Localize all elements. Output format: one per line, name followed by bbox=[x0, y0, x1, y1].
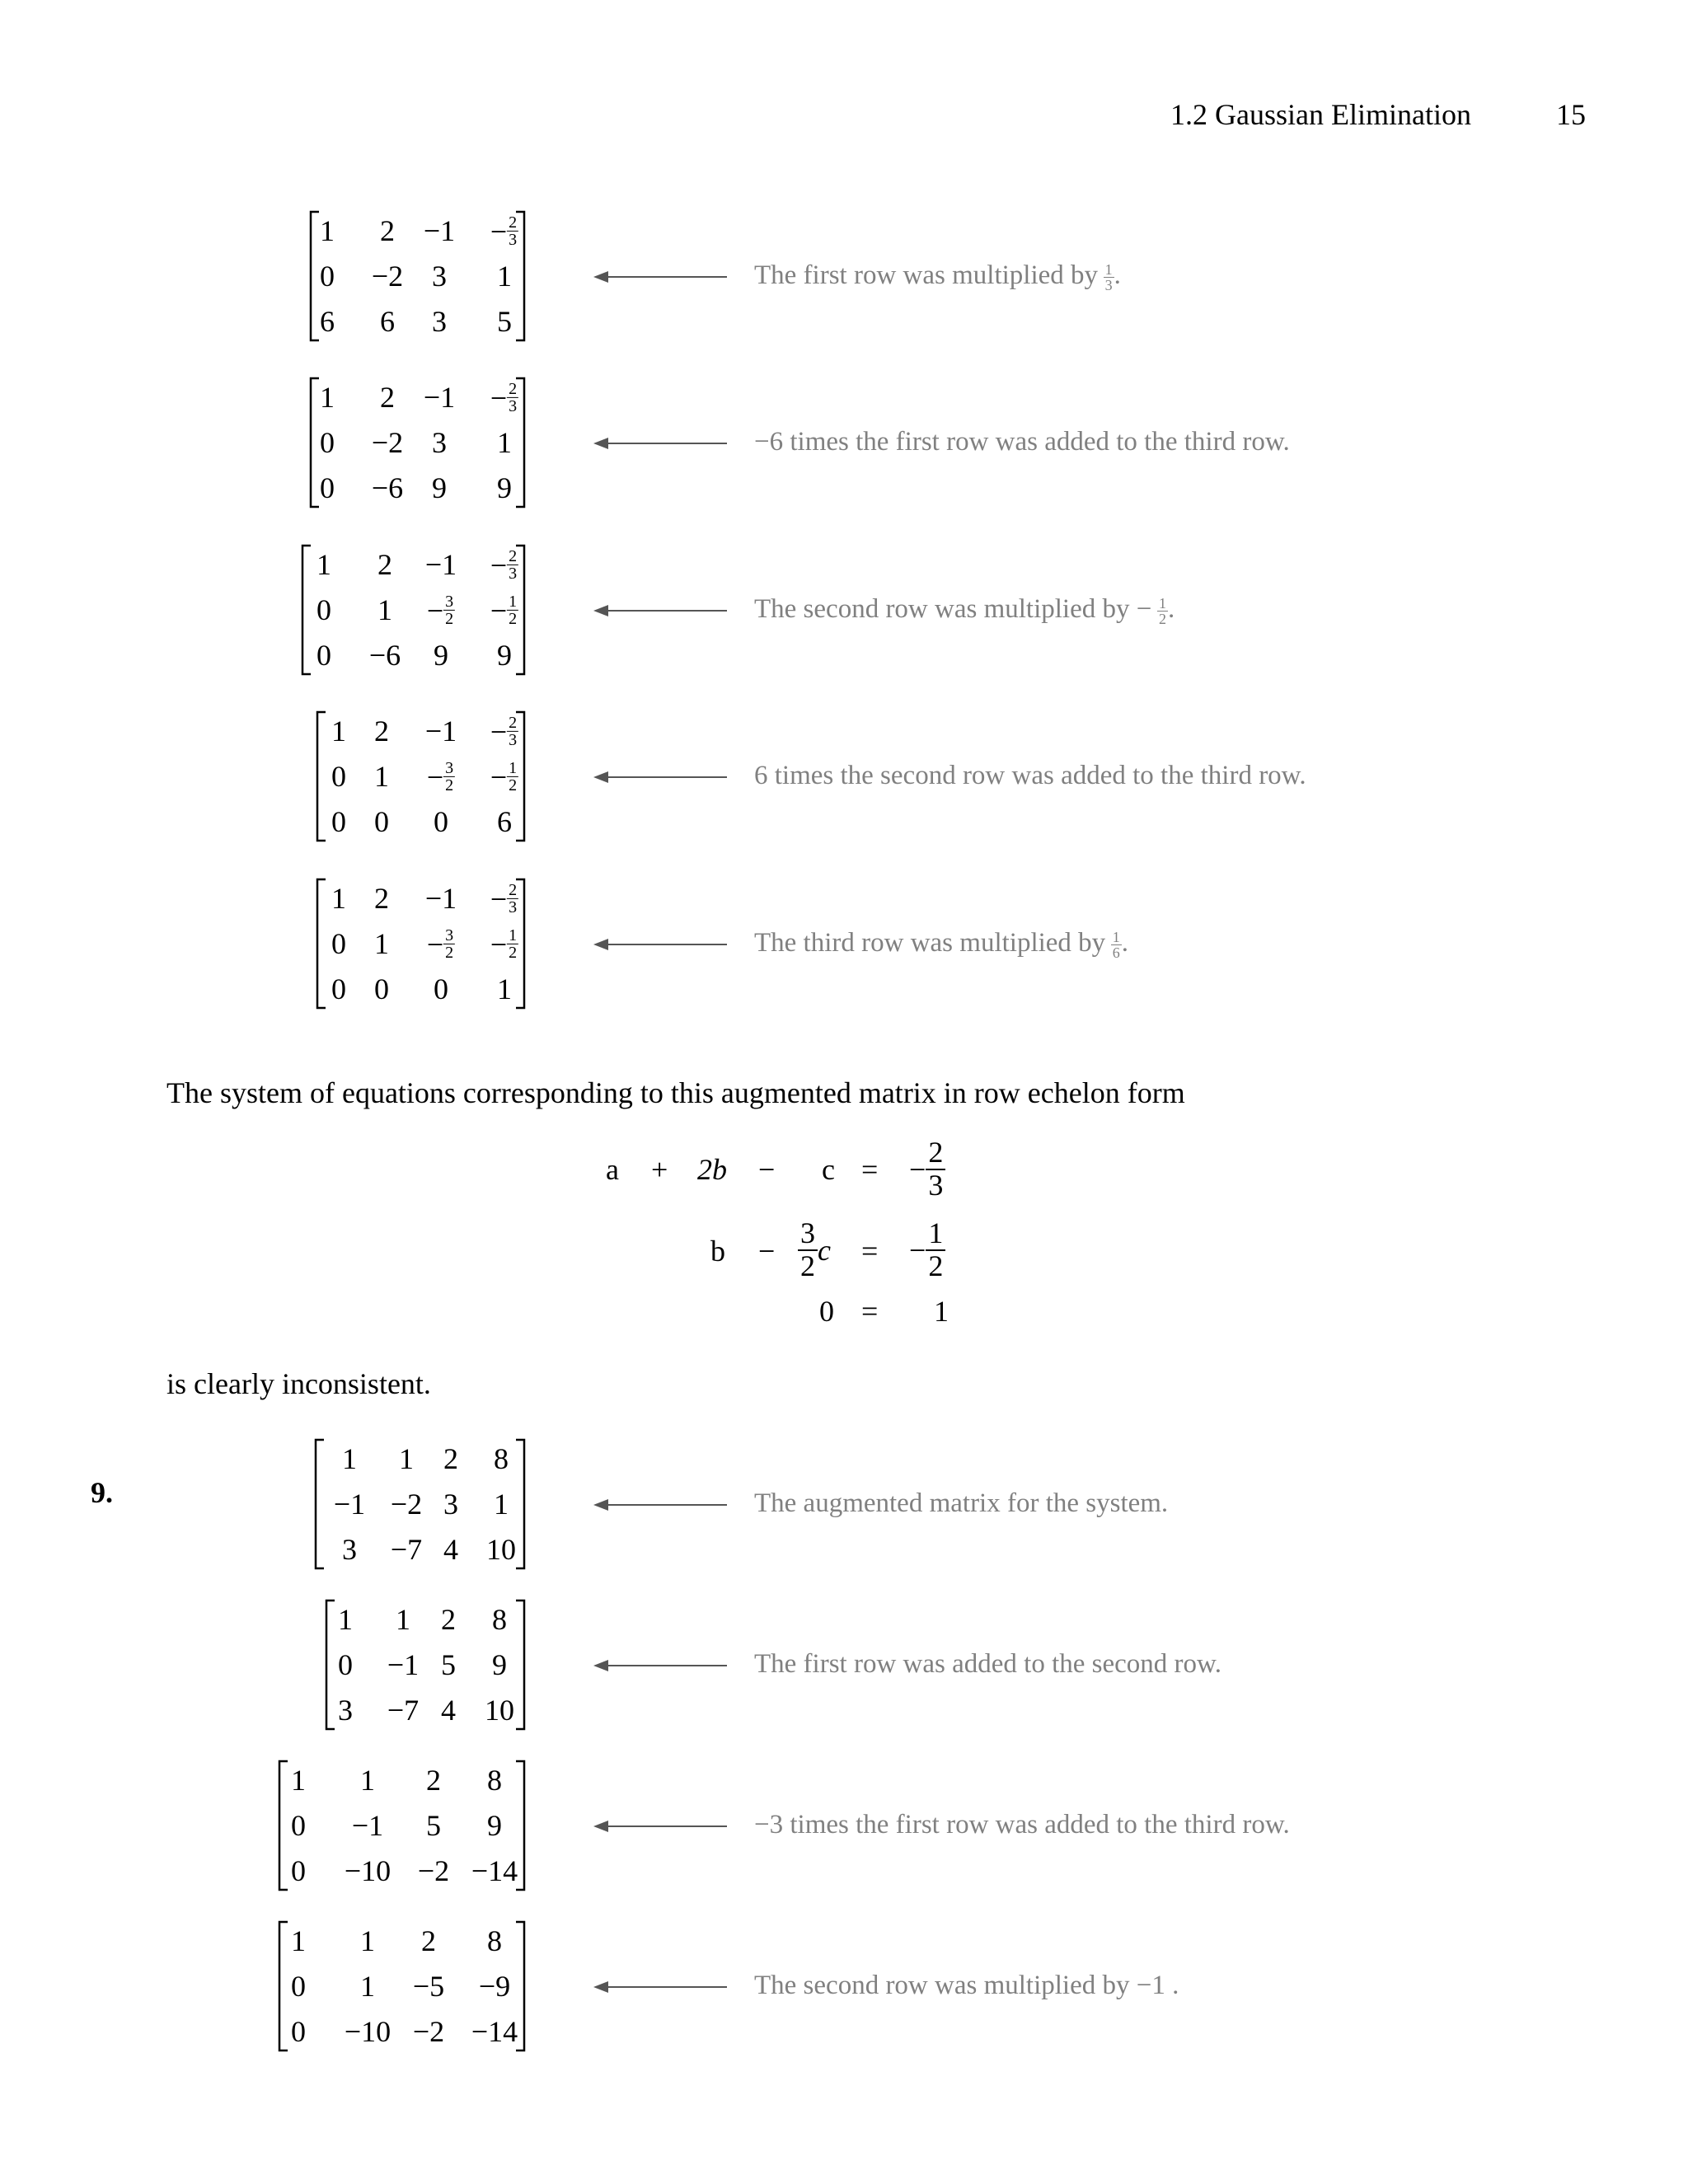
matrix-entry bbox=[427, 926, 455, 961]
left-bracket bbox=[316, 1440, 324, 1568]
matrix-entry bbox=[490, 926, 518, 961]
fraction-denominator: 6 bbox=[1112, 944, 1120, 961]
minus-sign: − bbox=[490, 214, 508, 248]
matrix-entry: 1 bbox=[338, 1603, 353, 1636]
annotation-tail: . bbox=[1167, 594, 1175, 624]
eq1-c: c bbox=[822, 1153, 835, 1186]
fraction-denominator: 3 bbox=[1104, 276, 1113, 293]
annotation-text: The first row was multiplied by bbox=[754, 260, 1099, 290]
page-number: 15 bbox=[1556, 98, 1586, 131]
problem9-step-matrix-2 bbox=[325, 1599, 526, 1731]
matrix-entry: 5 bbox=[441, 1648, 456, 1681]
fraction bbox=[507, 593, 518, 627]
matrix-entry: 9 bbox=[434, 639, 448, 672]
left-bracket bbox=[279, 1922, 288, 2050]
eq2-coef-num: 3 bbox=[798, 1218, 818, 1251]
fraction bbox=[443, 760, 455, 794]
minus-sign: − bbox=[490, 593, 508, 627]
matrix-entry: 1 bbox=[291, 1764, 306, 1797]
matrix-entry: −1 bbox=[424, 882, 457, 915]
fraction bbox=[443, 927, 455, 961]
fraction-numerator: 2 bbox=[509, 213, 518, 232]
matrix-entry bbox=[490, 213, 518, 248]
matrix-entry: 1 bbox=[377, 593, 392, 626]
fraction bbox=[507, 548, 518, 582]
fraction-numerator: 2 bbox=[509, 547, 518, 566]
matrix-entry: −10 bbox=[344, 1854, 392, 1887]
matrix-entry: 0 bbox=[320, 426, 335, 459]
fraction-denominator: 3 bbox=[509, 898, 518, 917]
matrix-entry: −7 bbox=[390, 1533, 423, 1566]
matrix-entry: 0 bbox=[291, 2015, 306, 2048]
eq3-equals: = bbox=[861, 1295, 879, 1328]
matrix-entry: 9 bbox=[497, 471, 512, 504]
fraction-denominator: 2 bbox=[445, 776, 454, 795]
matrix-entry: 0 bbox=[374, 805, 389, 838]
annotation-text: The second row was multiplied by −1 . bbox=[754, 1971, 1179, 2000]
fraction-denominator: 3 bbox=[509, 231, 518, 250]
left-bracket bbox=[279, 1761, 288, 1890]
matrix-entry: 1 bbox=[494, 1488, 509, 1521]
matrix-entry: 2 bbox=[374, 715, 389, 748]
minus-sign: − bbox=[490, 715, 508, 748]
step-matrix-2 bbox=[309, 377, 526, 509]
matrix-entry: 1 bbox=[396, 1603, 410, 1636]
eq1-rhs-fraction bbox=[926, 1137, 945, 1202]
left-bracket bbox=[311, 212, 319, 340]
matrix-entry: 4 bbox=[441, 1694, 456, 1727]
minus-sign: − bbox=[490, 882, 508, 916]
eq2-c: c bbox=[818, 1233, 831, 1267]
matrix-entry: 10 bbox=[485, 1694, 514, 1727]
matrix-entry bbox=[490, 380, 518, 415]
matrix-entry: −6 bbox=[371, 471, 404, 504]
fraction-denominator: 2 bbox=[509, 776, 518, 795]
eq2-rhs-sign: − bbox=[909, 1233, 926, 1267]
matrix-entry: −1 bbox=[423, 381, 456, 414]
matrix-entry: 10 bbox=[486, 1533, 516, 1566]
left-arrow-icon bbox=[593, 1818, 729, 1835]
fraction-numerator: 1 bbox=[1112, 928, 1120, 945]
matrix-entry: 1 bbox=[360, 1924, 375, 1957]
matrix-entry: 2 bbox=[377, 548, 392, 581]
matrix-entry: 3 bbox=[338, 1694, 353, 1727]
eq2-coef bbox=[798, 1218, 831, 1282]
fraction-numerator: 1 bbox=[509, 759, 518, 778]
fraction-denominator: 3 bbox=[509, 731, 518, 750]
matrix-entry: 0 bbox=[291, 1809, 306, 1842]
annotation-text: The augmented matrix for the system. bbox=[754, 1488, 1169, 1518]
eq1-a: a bbox=[606, 1153, 619, 1186]
minus-sign: − bbox=[426, 593, 444, 627]
matrix-entry: −1 bbox=[424, 548, 457, 581]
eq1-2b-text: 2b bbox=[697, 1153, 727, 1186]
matrix-entry: −1 bbox=[424, 715, 457, 748]
minus-sign: − bbox=[490, 927, 508, 961]
step-annotation bbox=[754, 260, 1121, 293]
minus-sign: − bbox=[490, 381, 508, 415]
matrix-entry: −2 bbox=[412, 2015, 445, 2048]
left-bracket bbox=[326, 1601, 335, 1729]
minus-sign: − bbox=[490, 760, 508, 794]
matrix-entry: 5 bbox=[426, 1809, 441, 1842]
matrix-entry: −2 bbox=[390, 1488, 423, 1521]
matrix-entry: 0 bbox=[331, 805, 346, 838]
matrix-entry: −10 bbox=[344, 2015, 392, 2048]
matrix-entry: 3 bbox=[432, 305, 447, 338]
matrix-entry: 1 bbox=[331, 715, 346, 748]
left-arrow-icon bbox=[593, 269, 729, 285]
matrix-entry: 1 bbox=[291, 1924, 306, 1957]
matrix-entry: 3 bbox=[432, 260, 447, 293]
right-bracket bbox=[516, 1601, 524, 1729]
step-annotation bbox=[754, 594, 1175, 626]
matrix-entry: 9 bbox=[497, 639, 512, 672]
matrix-entry: 1 bbox=[374, 760, 389, 793]
eq2-coef-fraction bbox=[798, 1218, 818, 1282]
fraction-numerator: 1 bbox=[1104, 260, 1113, 278]
matrix-entry: −1 bbox=[333, 1488, 366, 1521]
annotation-text: −6 times the first row was added to the third row. bbox=[754, 427, 1290, 457]
matrix-entry: 3 bbox=[342, 1533, 357, 1566]
matrix-entry: −14 bbox=[471, 1854, 518, 1887]
problem9-step-matrix-3 bbox=[278, 1760, 526, 1891]
matrix-entry: −9 bbox=[478, 1970, 511, 2003]
eq1-minus: − bbox=[758, 1153, 776, 1186]
fraction-denominator: 2 bbox=[445, 610, 454, 629]
minus-sign: − bbox=[426, 927, 444, 961]
fraction-numerator: 3 bbox=[445, 593, 454, 612]
eq1-rhs-sign: − bbox=[909, 1152, 926, 1186]
matrix-entry: 2 bbox=[380, 214, 395, 247]
fraction bbox=[507, 927, 518, 961]
matrix-entry: 0 bbox=[331, 927, 346, 960]
left-arrow-icon bbox=[593, 1497, 729, 1513]
matrix-entry: 0 bbox=[320, 471, 335, 504]
eq2-equals: = bbox=[861, 1235, 879, 1268]
matrix-entry: 0 bbox=[331, 972, 346, 1005]
fraction-denominator: 2 bbox=[1158, 610, 1166, 627]
fraction bbox=[507, 882, 518, 916]
matrix-entry: 5 bbox=[497, 305, 512, 338]
step-annotation bbox=[754, 1971, 1179, 2001]
matrix-entry: 1 bbox=[316, 548, 331, 581]
matrix-entry: 1 bbox=[497, 260, 512, 293]
left-bracket bbox=[302, 546, 311, 674]
eq2-b: b bbox=[710, 1235, 725, 1268]
fraction bbox=[507, 214, 518, 248]
matrix-entry: −2 bbox=[371, 426, 404, 459]
matrix-entry: 9 bbox=[432, 471, 447, 504]
matrix-entry: 9 bbox=[487, 1809, 502, 1842]
matrix-entry bbox=[427, 759, 455, 794]
left-bracket bbox=[317, 712, 326, 841]
step-annotation bbox=[754, 761, 1306, 791]
eq2-coef-den: 2 bbox=[800, 1249, 815, 1282]
matrix-entry: −1 bbox=[387, 1648, 420, 1681]
matrix-entry bbox=[490, 714, 518, 748]
matrix-entry: −6 bbox=[368, 639, 401, 672]
matrix-entry: 0 bbox=[291, 1854, 306, 1887]
step-annotation bbox=[754, 1649, 1221, 1680]
fraction bbox=[1104, 262, 1114, 293]
eq1-rhs-num: 2 bbox=[926, 1137, 945, 1170]
matrix-entry: 1 bbox=[497, 972, 512, 1005]
left-arrow-icon bbox=[593, 1657, 729, 1674]
right-bracket bbox=[516, 1440, 524, 1568]
eq3-rhs: 1 bbox=[934, 1295, 949, 1328]
step-annotation bbox=[754, 1488, 1168, 1519]
step-matrix-4 bbox=[316, 710, 526, 842]
fraction-denominator: 2 bbox=[509, 944, 518, 963]
annotation-tail: . bbox=[1114, 260, 1121, 290]
matrix-entry: 4 bbox=[443, 1533, 458, 1566]
matrix-entry: 2 bbox=[380, 381, 395, 414]
eq1-equals: = bbox=[861, 1153, 879, 1186]
matrix-entry: 0 bbox=[434, 972, 448, 1005]
left-bracket bbox=[317, 879, 326, 1008]
matrix-entry: 0 bbox=[338, 1648, 353, 1681]
matrix-entry: 2 bbox=[426, 1764, 441, 1797]
fraction-numerator: 3 bbox=[445, 926, 454, 945]
left-bracket bbox=[311, 378, 319, 507]
matrix-entry: −7 bbox=[387, 1694, 420, 1727]
fraction-numerator: 3 bbox=[445, 759, 454, 778]
matrix-entry: 3 bbox=[443, 1488, 458, 1521]
matrix-entry: 1 bbox=[497, 426, 512, 459]
fraction bbox=[507, 381, 518, 415]
matrix-entry: 1 bbox=[360, 1764, 375, 1797]
matrix-entry: 3 bbox=[432, 426, 447, 459]
matrix-entry: −5 bbox=[412, 1970, 445, 2003]
fraction-denominator: 2 bbox=[445, 944, 454, 963]
matrix-entry: −2 bbox=[371, 260, 404, 293]
matrix-entry: 8 bbox=[494, 1442, 509, 1475]
matrix-entry bbox=[490, 759, 518, 794]
fraction-numerator: 2 bbox=[509, 881, 518, 900]
minus-sign: − bbox=[490, 548, 508, 582]
matrix-entry: 0 bbox=[374, 972, 389, 1005]
eq1-plus: + bbox=[651, 1153, 668, 1186]
fraction-numerator: 1 bbox=[1158, 594, 1166, 612]
matrix-entry: 8 bbox=[487, 1764, 502, 1797]
fraction-denominator: 2 bbox=[509, 610, 518, 629]
fraction-denominator: 3 bbox=[509, 565, 518, 583]
fraction bbox=[1111, 930, 1122, 960]
matrix-entry: 1 bbox=[360, 1970, 375, 2003]
paragraph-inconsistent: is clearly inconsistent. bbox=[166, 1367, 431, 1400]
section-title: 1.2 Gaussian Elimination bbox=[1170, 98, 1471, 131]
matrix-entry: 6 bbox=[380, 305, 395, 338]
fraction-numerator: 2 bbox=[509, 380, 518, 399]
matrix-entry: 1 bbox=[320, 381, 335, 414]
fraction bbox=[1157, 596, 1168, 626]
matrix-entry: 0 bbox=[331, 760, 346, 793]
fraction-numerator: 1 bbox=[509, 926, 518, 945]
step-matrix-1 bbox=[309, 210, 526, 342]
eq3-lhs: 0 bbox=[819, 1295, 834, 1328]
matrix-entry: −1 bbox=[423, 214, 456, 247]
matrix-entry: 0 bbox=[316, 639, 331, 672]
matrix-entry: 9 bbox=[492, 1648, 507, 1681]
matrix-entry bbox=[490, 547, 518, 582]
step-annotation bbox=[754, 427, 1290, 457]
matrix-entry: 2 bbox=[421, 1924, 436, 1957]
eq2-rhs bbox=[909, 1218, 945, 1282]
matrix-entry: 0 bbox=[316, 593, 331, 626]
left-arrow-icon bbox=[593, 1979, 729, 1995]
matrix-entry: 2 bbox=[443, 1442, 458, 1475]
problem-number: 9. bbox=[91, 1476, 113, 1509]
matrix-entry bbox=[490, 593, 518, 627]
matrix-entry: 6 bbox=[497, 805, 512, 838]
problem9-step-matrix-1 bbox=[314, 1438, 526, 1570]
fraction-numerator: 1 bbox=[509, 593, 518, 612]
left-arrow-icon bbox=[593, 602, 729, 619]
matrix-entry bbox=[427, 593, 455, 627]
step-matrix-3 bbox=[301, 544, 526, 676]
matrix-entry: 2 bbox=[374, 882, 389, 915]
matrix-entry: 8 bbox=[487, 1924, 502, 1957]
matrix-entry: −14 bbox=[471, 2015, 518, 2048]
step-annotation bbox=[754, 928, 1128, 960]
eq2-minus: − bbox=[758, 1235, 776, 1268]
annotation-text: 6 times the second row was added to the third row. bbox=[754, 761, 1306, 790]
matrix-entry: 1 bbox=[331, 882, 346, 915]
step-annotation bbox=[754, 1810, 1290, 1840]
matrix-entry: 1 bbox=[320, 214, 335, 247]
fraction bbox=[507, 760, 518, 794]
minus-sign: − bbox=[426, 760, 444, 794]
annotation-text: −3 times the first row was added to the third row. bbox=[754, 1810, 1290, 1840]
paragraph-row-echelon: The system of equations corresponding to this augmented matrix in row echelon form bbox=[166, 1076, 1185, 1109]
matrix-entry: −1 bbox=[351, 1809, 384, 1842]
left-arrow-icon bbox=[593, 769, 729, 785]
annotation-text: The first row was added to the second row. bbox=[754, 1649, 1221, 1679]
left-arrow-icon bbox=[593, 936, 729, 953]
matrix-entry: 6 bbox=[320, 305, 335, 338]
matrix-entry bbox=[490, 881, 518, 916]
annotation-text: The third row was multiplied by bbox=[754, 928, 1106, 958]
eq2-rhs-den: 2 bbox=[928, 1249, 944, 1282]
eq1-rhs-den: 3 bbox=[928, 1168, 944, 1202]
left-arrow-icon bbox=[593, 435, 729, 452]
eq1-rhs bbox=[909, 1137, 945, 1202]
matrix-entry: 0 bbox=[434, 805, 448, 838]
fraction bbox=[443, 593, 455, 627]
matrix-entry: 0 bbox=[291, 1970, 306, 2003]
annotation-text: The second row was multiplied by − bbox=[754, 594, 1152, 624]
eq1-2b bbox=[697, 1152, 727, 1187]
matrix-entry: 0 bbox=[320, 260, 335, 293]
matrix-entry: 8 bbox=[492, 1603, 507, 1636]
fraction-denominator: 3 bbox=[509, 397, 518, 416]
step-matrix-5 bbox=[316, 878, 526, 1010]
matrix-entry: 1 bbox=[342, 1442, 357, 1475]
fraction-numerator: 2 bbox=[509, 714, 518, 733]
problem9-step-matrix-4 bbox=[278, 1920, 526, 2052]
eq2-rhs-num: 1 bbox=[926, 1218, 945, 1251]
matrix-entry: 1 bbox=[374, 927, 389, 960]
matrix-entry: −2 bbox=[417, 1854, 450, 1887]
matrix-entry: 2 bbox=[441, 1603, 456, 1636]
eq2-rhs-fraction bbox=[926, 1218, 945, 1282]
annotation-tail: . bbox=[1121, 928, 1129, 958]
matrix-entry: 1 bbox=[399, 1442, 414, 1475]
fraction bbox=[507, 715, 518, 748]
